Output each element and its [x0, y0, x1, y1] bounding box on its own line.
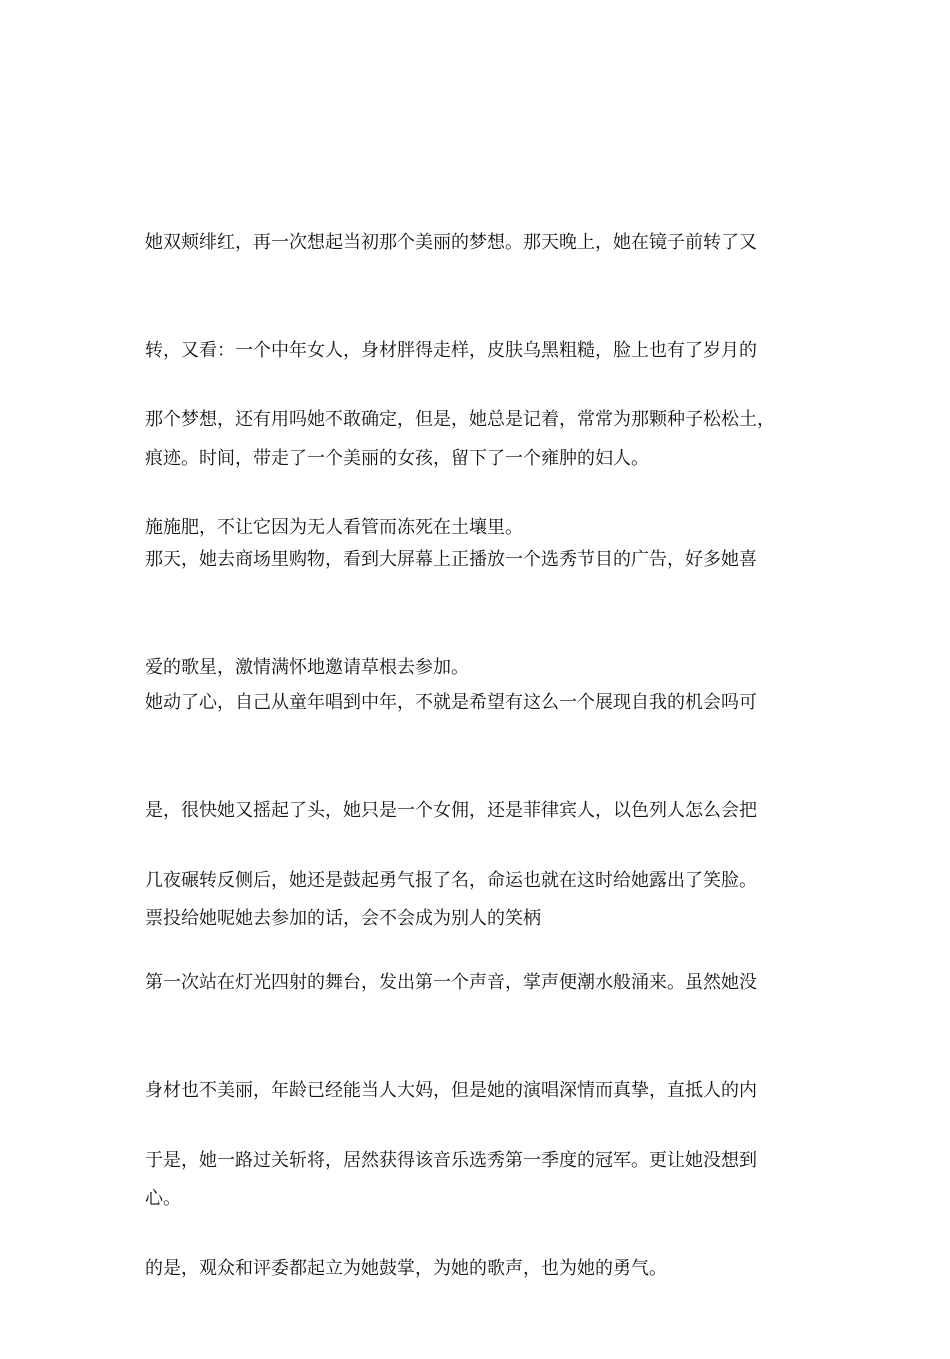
text-line: 转，又看：一个中年女人，身材胖得走样，皮肤乌黑粗糙，脸上也有了岁月的: [145, 340, 757, 361]
text-line: 票投给她呢她去参加的话，会不会成为别人的笑柄: [145, 908, 541, 929]
text-line: 施施肥，不让它因为无人看管而冻死在土壤里。: [145, 517, 523, 538]
text-line: 心。: [145, 1188, 181, 1209]
text-line: 的是，观众和评委都起立为她鼓掌，为她的歌声，也为她的勇气。: [145, 1258, 667, 1279]
text-line: 身材也不美丽，年龄已经能当人大妈，但是她的演唱深情而真挚，直抵人的内: [145, 1080, 757, 1101]
text-line: 那个梦想，还有用吗她不敢确定，但是，她总是记着，常常为那颗种子松松土，: [145, 409, 775, 430]
text-line: 她双颊绯红，再一次想起当初那个美丽的梦想。那天晚上，她在镜子前转了又: [145, 232, 757, 253]
text-line: 爱的歌星，激情满怀地邀请草根去参加。: [145, 657, 469, 678]
text-line: 是，很快她又摇起了头，她只是一个女佣，还是菲律宾人，以色列人怎么会把: [145, 800, 757, 821]
text-line: 第一次站在灯光四射的舞台，发出第一个声音，掌声便潮水般涌来。虽然她没: [145, 972, 757, 993]
text-line: 于是，她一路过关斩将，居然获得该音乐选秀第一季度的冠军。更让她没想到: [145, 1150, 757, 1171]
text-line: 她动了心，自己从童年唱到中年，不就是希望有这么一个展现自我的机会吗可: [145, 692, 757, 713]
text-line: 痕迹。时间，带走了一个美丽的女孩，留下了一个雍肿的妇人。: [145, 448, 649, 469]
text-line: 几夜碾转反侧后，她还是鼓起勇气报了名，命运也就在这时给她露出了笑脸。: [145, 870, 757, 891]
paragraph-7: [145, 1071, 825, 1359]
text-line: 那天，她去商场里购物，看到大屏幕上正播放一个选秀节目的广告，好多她喜: [145, 549, 757, 570]
